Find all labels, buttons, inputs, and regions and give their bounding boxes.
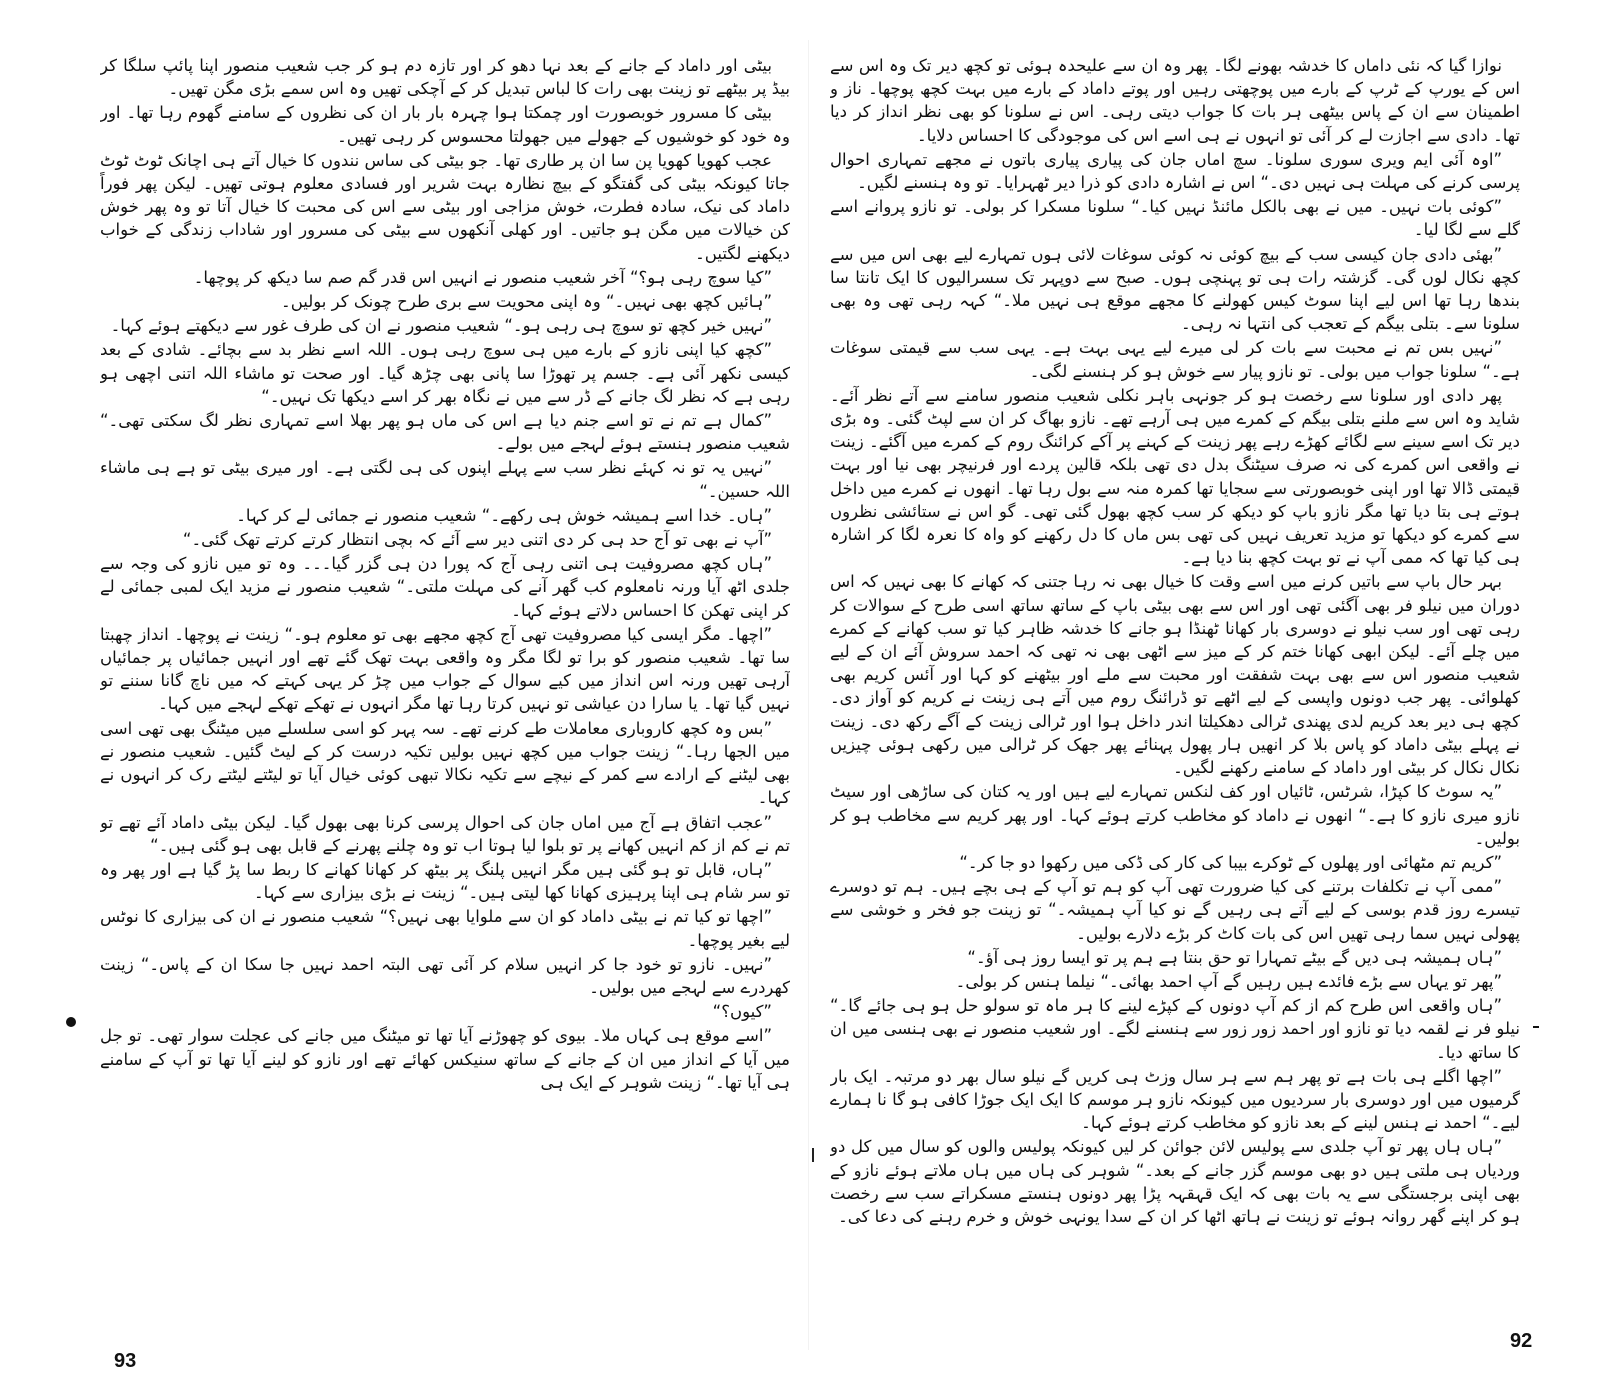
paragraph: ”نہیں خیر کچھ تو سوچ ہی رہی ہو۔“ شعیب منصور نے ان کی طرف غور سے دیکھتے ہوئے کہا۔ (110, 316, 772, 336)
paragraph: بیٹی کا مسرور خوبصورت اور چمکتا ہوا چہرہ بار بار ان کی نظروں کے سامنے گھوم رہا تھا۔ اور وہ خود کو خوشیوں کے جھولے میں جھولتا محسوس کر رہی تھیں۔ (100, 103, 790, 146)
paragraph: ”ممی آپ نے تکلفات برتنے کی کیا ضرورت تھی آپ کو ہم تو آپ کے ہی بچے ہیں۔ ہم تو دوسرے تیسرے روز قدم بوسی کے لیے آتے ہی رہیں گے نو کیا آپ ہمیشہ۔“ تو زینت جو فخر و خوشی سے پھولی نہیں سما رہی تھیں اس کی بات کاٹ کر بڑے دلارے بولیں۔ (830, 877, 1520, 943)
paragraph: ”اوہ آئی ایم ویری سوری سلونا۔ سچ اماں جان کی پیاری پیاری باتوں نے مجھے تمہاری احوال پرسی کرنے کی مہلت ہی نہیں دی۔“ اس نے اشارہ دادی کو ذرا دیر ٹھہرایا۔ تو وہ ہنسنے لگیں۔ (830, 149, 1520, 193)
paragraph: ”کیا سوچ رہی ہو؟“ آخر شعیب منصور نے انہیں اس قدر گم صم سا دیکھ کر پوچھا۔ (193, 267, 772, 287)
right-page-text-column (830, 40, 1520, 1228)
paragraph: عجب کھویا کھویا پن سا ان پر طاری تھا۔ جو بیٹی کی ساس نندوں کا خیال آتے ہی اچانک ٹوٹ ٹوٹ جاتا کیونکہ بیٹی کی گفتگو کے بیچ نظارہ بہت شریر اور فسادی معلوم ہوتی تھیں۔ لیکن پھر فوراً داماد کی نیک، سادہ فطرت، خوش مزاجی اور بیٹی سے اس کی محبت کا خیال آتا تو وہ پھر خوش کن خیالات میں مگن ہو جاتیں۔ اور کھلی آنکھوں سے بیٹی کی مسرور اور شاداب زندگی کے خواب دیکھنے لگتیں۔ (100, 150, 790, 263)
paragraph: ”یہ سوٹ کا کپڑا، شرٹس، ٹائیاں اور کف لنکس تمہارے لیے ہیں اور یہ کتان کی ساڑھی اور سیٹ نازو میری نازو کا ہے۔“ انھوں نے داماد کو مخاطب کرتے ہوئے کہا۔ اور پھر کریم سے مخاطب ہو کر بولیں۔ (830, 782, 1520, 848)
margin-dot-mark (66, 1017, 76, 1027)
paragraph: بہر حال باپ سے باتیں کرنے میں اسے وقت کا خیال بھی نہ رہا جتنی کہ کھانے کا بھی نہیں کہ اس دوران میں نیلو فر بھی آگئی تھی اور اس سے بھی بیٹی باپ کے ساتھ ساتھ اسی طرح کے سوالات کر رہی تھی اور سب نیلو نے دوسری بار کھانا ٹھنڈا ہو جانے کا خدشہ ظاہر کیا تو سب کھانے کے کمرے میں چلے آئے۔ لیکن ابھی کھانا ختم کر کے میز سے اٹھی بھی نہ تھی کہ احمد سروش آئے ان کے لیے شعیب منصور اس سے بھی بہت شفقت اور محبت سے ملے اور بیٹھنے کو کہا اور آئس کریم بھی کھلوائی۔ پھر جب دونوں واپسی کے لیے اٹھے تو ڈرائنگ روم میں آتے ہی زینت نے کریم کو آواز دی۔ کچھ ہی دیر بعد کریم لدی پھندی ٹرالی دھکیلتا اندر داخل ہوا اور ٹرالی زینت کے آگے رکھ دی۔ زینت نے پہلے بیٹی داماد کو پاس بلا کر انھیں ہار پھول پہنائے پھر جھک کر ٹرالی میں رکھی ہوئی چیزیں نکال نکال کر بیٹی اور داماد کے سامنے رکھنے لگیں۔ (830, 572, 1520, 778)
paragraph: ”ہاں واقعی اس طرح کم از کم آپ دونوں کے کپڑے لینے کا ہر ماہ تو سولو حل ہو ہی جائے گا۔“ نیلو فر نے لقمہ دیا تو نازو اور احمد زور زور سے ہنسنے لگے۔ اور شعیب منصور نے بھی ہنسی میں ان کا ساتھ دیا۔ (830, 996, 1520, 1062)
paragraph: ”اچھا تو کیا تم نے بیٹی داماد کو ان سے ملوایا بھی نہیں؟“ شعیب منصور نے ان کی بیزاری کا نوٹس لیے بغیر پوچھا۔ (100, 907, 790, 950)
paragraph: ”نہیں۔ نازو تو خود جا کر انہیں سلام کر آئی تھی البتہ احمد نہیں جا سکا ان کے پاس۔“ زینت کھردرے سے لہجے میں بولیں۔ (100, 954, 790, 997)
paragraph: ”ہاں ہمیشہ ہی دیں گے بیٹے تمہارا تو حق بنتا ہے ہم پر تو ایسا روز ہی آؤ۔“ (967, 947, 1502, 967)
paragraph: ”آپ نے بھی تو آج حد ہی کر دی اتنی دیر سے آئے کہ بچی انتظار کرتے کرتے تھک گئی۔“ (182, 530, 772, 550)
paragraph: ”کچھ کیا اپنی نازو کے بارے میں ہی سوچ رہی ہوں۔ اللہ اسے نظر بد سے بچائے۔ شادی کے بعد کیسی نکھر آئی ہے۔ جسم پر تھوڑا سا پانی بھی چڑھ گیا۔ اور صحت تو ماشاء اللہ اتنی اچھی ہو رہی ہے کہ نظر لگ جانے کے ڈر سے میں نے نگاہ بھر کر اسے دیکھا تک نہیں۔“ (100, 340, 790, 406)
paragraph: بیٹی اور داماد کے جانے کے بعد نہا دھو کر اور تازہ دم ہو کر جب شعیب منصور اپنا پائپ سلگا کر بیڈ پر بیٹھے تو زینت بھی رات کا لباس تبدیل کر کے آچکی تھیں وہ اس سمے بڑی مگن تھیں۔ (100, 56, 790, 99)
paragraph: ”بھئی دادی جان کیسی سب کے بیچ کوئی نہ کوئی سوغات لائی ہوں تمہارے لیے بھی اس میں سے کچھ نکال لوں گی۔ گزشتہ رات ہی تو پہنچی ہوں۔ صبح سے دوپہر تک سسرالیوں کا ایک تانتا سا بندھا رہا تھا اس لیے اپنا سوٹ کیس کھولنے کا مجھے موقع ہی نہیں ملا۔“ کہہ رہی تھی وہ بھی سلونا سے۔ بتلی بیگم کے تعجب کی انتہا نہ رہی۔ (830, 244, 1520, 334)
right-page (830, 40, 1520, 1340)
paragraph: نوازا گیا کہ نئی داماں کا خدشہ بھونے لگا۔ پھر وہ ان سے علیحدہ ہوئی تو کچھ دیر تک وہ اس سے اس کے یورپ کے ٹرپ کے بارے میں پوچھتی رہیں اور پوتے داماد کے بارے میں بہت کچھ پوچھا۔ ناز و اطمینان سے ان کے پاس بیٹھی ہر بات کا جواب دیتی رہی۔ اس نے سلونا کو بھی نظر انداز کر دیا تھا۔ دادی سے اجازت لے کر آئی تو انہوں نے ہی اسے اس کی موجودگی کا احساس دلایا۔ (830, 56, 1520, 145)
paragraph: ”اسے موقع ہی کہاں ملا۔ بیوی کو چھوڑنے آیا تھا تو میٹنگ میں جانے کی عجلت سوار تھی۔ تو جل میں آیا کے انداز میں ان کے جانے کے ساتھ سنیکس کھائے تھے اور نازو کو لینے آیا تھا تو آپ کے سامنے ہی آیا تھا۔“ زینت شوہر کے ایک ہی (100, 1026, 790, 1092)
paragraph: ”ہائیں کچھ بھی نہیں۔“ وہ اپنی محویت سے بری طرح چونک کر بولیں۔ (281, 292, 772, 312)
paragraph: ”ہاں۔ خدا اسے ہمیشہ خوش ہی رکھے۔“ شعیب منصور نے جمائی لے کر کہا۔ (236, 505, 772, 525)
left-page-text-column (100, 40, 790, 1094)
paragraph: ”عجب اتفاق ہے آج میں اماں جان کی احوال پرسی کرنا بھی بھول گیا۔ لیکن بیٹی داماد آئے تھے تو تم نے کم از کم انہیں کھانے پر تو بلوا لیا ہوتا اب تو وہ چلنے پھرنے کے قابل بھی ہو گئی ہیں۔“ (100, 812, 790, 855)
page-number-left: 93 (114, 1350, 137, 1372)
paragraph: ”کریم تم مٹھائی اور پھلوں کے ٹوکرے بیبا کی کار کی ڈکی میں رکھوا دو جا کر۔“ (959, 852, 1502, 872)
paragraph: ”کوئی بات نہیں۔ میں نے بھی بالکل مائنڈ نہیں کیا۔“ سلونا مسکرا کر بولی۔ تو نازو پروانے اسے گلے سے لگا لیا۔ (830, 197, 1520, 240)
margin-dash-mark (1533, 1026, 1539, 1028)
paragraph: ”کیوں؟“ (712, 1002, 772, 1022)
left-page (100, 40, 790, 1340)
paragraph: ”ہاں، قابل تو ہو گئی ہیں مگر انہیں پلنگ پر بیٹھ کر کھانا کھانے کا ربط سا پڑ گیا ہے اور پھر وہ تو سر شام ہی اپنا پرہیزی کھانا کھا لیتی ہیں۔“ زینت نے بڑی بیزاری سے کہا۔ (100, 859, 790, 903)
page-number-right: 92 (1510, 1330, 1533, 1352)
paragraph: ”بس وہ کچھ کاروباری معاملات طے کرنے تھے۔ سہ پہر کو اسی سلسلے میں میٹنگ بھی تھی اسی میں الجھا رہا۔“ زینت جواب میں کچھ نہیں بولیں تکیہ درست کر کے لیٹ گئیں۔ شعیب منصور نے بھی لیٹنے کے ارادے سے کمر کے نیچے سے تکیہ نکالا تبھی کوئی خیال آیا تو لیٹتے لیٹتے رک کر انہوں نے کہا۔ (100, 718, 790, 808)
paragraph: پھر دادی اور سلونا سے رخصت ہو کر جونہی باہر نکلی شعیب منصور سامنے سے آتے نظر آئے۔ شاید وہ اس سے ملنے بتلی بیگم کے کمرے میں ہی آرہے تھے۔ نازو بھاگ کر ان سے لپٹ گئی۔ وہ بڑی دیر تک اسے سینے سے لگائے کھڑے رہے پھر زینت کے کہنے پر آکے کرائنگ روم کے کمرے میں آگئے۔ زینت نے واقعی اس کمرے کی نہ صرف سیٹنگ بدل دی تھی بلکہ قالین پردے اور فرنیچر بھی نیا اور بہت قیمتی ڈالا تھا اور اپنی خوبصورتی سے سجایا تھا کمرہ منہ سے بول رہا تھا۔ انھوں نے کمرے میں داخل ہوتے ہی بتا دیا تھا مگر نازو باپ کو دیکھ کر سب کچھ بھول گئی تھی۔ گو اس نے ستائشی نظروں سے کمرے کو دیکھا تو مزید تعریف نہیں کی تھی بس ماں کا دل رکھنے کو واہ کا نعرہ لگا کر اشارہ ہی کیا تھا کہ ممی آپ نے تو بہت کچھ بنا دیا ہے۔ (830, 385, 1520, 568)
paragraph: ”کمال ہے تم نے تو اسے جنم دیا ہے اس کی ماں ہو پھر بھلا اسے تمہاری نظر لگ سکتی تھی۔“ شعیب منصور ہنستے ہوئے لہجے میں بولے۔ (100, 411, 790, 454)
paragraph: ”نہیں یہ تو نہ کہئے نظر سب سے پہلے اپنوں کی ہی لگتی ہے۔ اور میری بیٹی تو ہے ہی ماشاء اللہ حسین۔“ (100, 458, 790, 501)
paragraph: ”پھر تو یہاں سے بڑے فائدے ہیں رہیں گے آپ احمد بھائی۔“ نیلما ہنس کر بولی۔ (955, 971, 1502, 991)
paragraph: ”ہاں ہاں پھر تو آپ جلدی سے پولیس لائن جوائن کر لیں کیونکہ پولیس والوں کو سال میں کل دو وردیاں ہی ملتی ہیں دو بھی موسم گزر جانے کے بعد۔“ شوہر کی ہاں میں ہاں ملاتے ہوئے نازو کے بھی اپنی برجستگی سے یہ بات بھی کہ ایک قہقہہ پڑا پھر دونوں ہنستے مسکراتے سب سے رخصت ہو کر اپنے گھر روانہ ہوئے تو زینت نے ہاتھ اٹھا کر ان کے سدا یونہی خوش و خرم رہنے کی دعا کی۔ (830, 1137, 1520, 1226)
stray-ink-mark (812, 1148, 814, 1162)
page-gutter (808, 40, 809, 1350)
paragraph: ”اچھا۔ مگر ایسی کیا مصروفیت تھی آج کچھ مجھے بھی تو معلوم ہو۔“ زینت نے پوچھا۔ انداز چھبتا سا تھا۔ شعیب منصور کو برا تو لگا مگر وہ واقعی بہت تھک گئے تھے اور انہیں جمائیاں پر جمائیاں آرہی تھیں ورنہ اس انداز میں کیے سوال کے جواب میں چڑ کر یہی کہتے کہ میں ناچ گانا سننے تو نہیں گیا تھا۔ یا سارا دن عیاشی تو نہیں کرتا رہا تھا مگر انہوں نے تھکے تھکے لہجے میں کہا۔ (100, 624, 790, 714)
paragraph: ”اچھا اگلے ہی بات ہے تو پھر ہم سے ہر سال وزٹ ہی کریں گے نیلو سال بھر دو مرتبہ۔ ایک بار گرمیوں میں اور دوسری بار سردیوں میں کیونکہ نازو ہر موسم کا ایک ایک جوڑا کافی ہو گا نا ہمارے لیے۔“ احمد نے ہنس لینے کے بعد نازو کو مخاطب کرتے ہوئے کہا۔ (830, 1066, 1520, 1133)
paragraph: ”ہاں کچھ مصروفیت ہی اتنی رہی آج کہ پورا دن ہی گزر گیا۔۔۔ وہ تو میں نازو کی وجہ سے جلدی اٹھ آیا ورنہ نامعلوم کب گھر آنے کی مہلت ملتی۔“ شعیب منصور نے مزید ایک لمبی جمائی لے کر اپنی تھکن کا احساس دلاتے ہوئے کہا۔ (100, 554, 790, 620)
paragraph: ”نہیں بس تم نے محبت سے بات کر لی میرے لیے یہی بہت ہے۔ یہی سب سے قیمتی سوغات ہے۔“ سلونا جواب میں بولی۔ تو نازو پیار سے خوش ہو کر ہنسنے لگی۔ (830, 338, 1520, 381)
